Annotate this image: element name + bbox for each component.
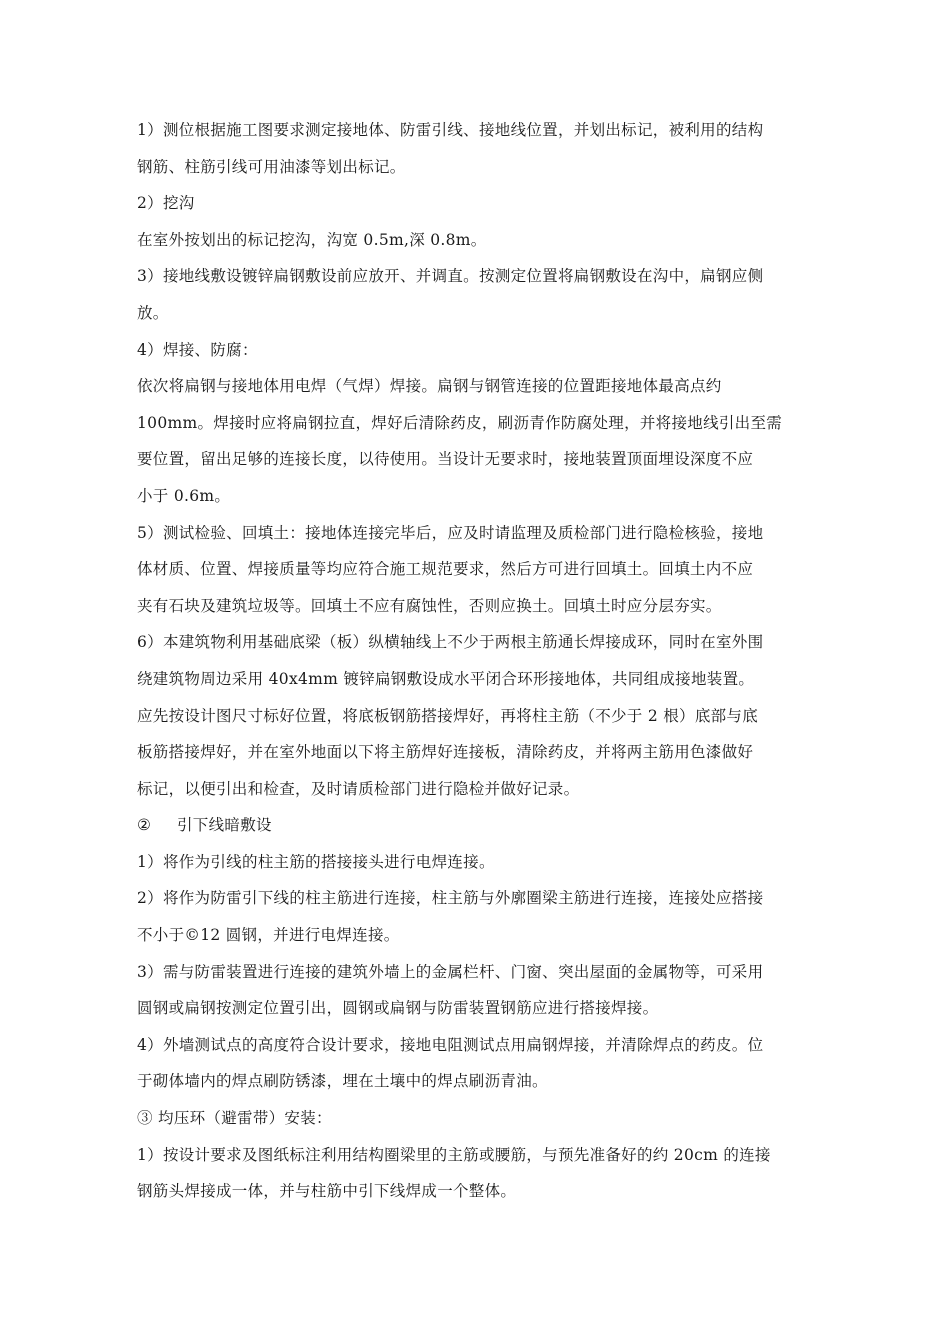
text-line: 应先按设计图尺寸标好位置，将底板钢筋搭接焊好，再将柱主筋（不少于 2 根）底部与底: [137, 706, 759, 725]
text-line: 1）将作为引线的柱主筋的搭接接头进行电焊连接。: [137, 852, 495, 871]
text-line: 5）测试检验、回填土：接地体连接完毕后，应及时请监理及质检部门进行隐检核验，接地: [137, 523, 764, 542]
text-line: 依次将扁钢与接地体用电焊（气焊）焊接。扁钢与钢管连接的位置距接地体最高点约: [137, 377, 722, 396]
text-line: 2）挖沟: [137, 194, 195, 213]
text-line: 3）接地线敷设镀锌扁钢敷设前应放开、并调直。按测定位置将扁钢敷设在沟中，扁钢应侧: [137, 267, 764, 286]
text-line: 6）本建筑物利用基础底梁（板）纵横轴线上不少于两根主筋通长焊接成环，同时在室外围: [137, 633, 764, 652]
document-body: [137, 112, 817, 1210]
text-line: 钢筋、柱筋引线可用油漆等划出标记。: [137, 157, 406, 176]
text-line: 1）按设计要求及图纸标注利用结构圈梁里的主筋或腰筋，与预先准备好的约 20cm 的连接: [137, 1145, 771, 1164]
text-line: 3）需与防雷装置进行连接的建筑外墙上的金属栏杆、门窗、突出屋面的金属物等，可采用: [137, 962, 764, 981]
text-line: 1）测位根据施工图要求测定接地体、防雷引线、接地线位置，并划出标记，被利用的结构: [137, 121, 764, 139]
section-title: 引下线暗敷设: [177, 816, 272, 835]
text-line: 要位置，留出足够的连接长度，以待使用。当设计无要求时，接地装置顶面埋设深度不应: [137, 450, 754, 469]
text-line: 4）外墙测试点的高度符合设计要求，接地电阻测试点用扁钢焊接，并清除焊点的药皮。位: [137, 1035, 764, 1054]
text-line: 2）将作为防雷引下线的柱主筋进行连接，柱主筋与外廓圈梁主筋进行连接，连接处应搭接: [137, 889, 764, 908]
text-line: 标记，以便引出和检查，及时请质检部门进行隐检并做好记录。: [137, 779, 580, 798]
text-line: 绕建筑物周边采用 40x4mm 镀锌扁钢敷设成水平闭合环形接地体，共同组成接地装置。: [137, 669, 755, 688]
section-marker: ②: [137, 816, 152, 835]
text-line: 体材质、位置、焊接质量等均应符合施工规范要求，然后方可进行回填土。回填土内不应: [137, 560, 754, 579]
text-line: 4）焊接、防腐：: [137, 340, 258, 359]
section-heading: ③ 均压环（避雷带）安装：: [137, 1109, 332, 1128]
text-line: 不小于©12 圆钢，并进行电焊连接。: [137, 926, 400, 945]
text-line: 于砌体墙内的焊点刷防锈漆，埋在土壤中的焊点刷沥青油。: [137, 1072, 548, 1091]
text-line: 在室外按划出的标记挖沟，沟宽 0.5m,深 0.8m。: [137, 230, 487, 249]
text-line: 板筋搭接焊好，并在室外地面以下将主筋焊好连接板，清除药皮，并将两主筋用色漆做好: [137, 743, 754, 762]
text-line: 放。: [137, 303, 169, 322]
text-line: 夹有石块及建筑垃圾等。回填土不应有腐蚀性，否则应换土。回填土时应分层夯实。: [137, 596, 722, 615]
section-heading: [137, 807, 817, 844]
text-line: 钢筋头焊接成一体，并与柱筋中引下线焊成一个整体。: [137, 1182, 517, 1201]
text-line: 圆钢或扁钢按测定位置引出，圆钢或扁钢与防雷装置钢筋应进行搭接焊接。: [137, 999, 659, 1018]
text-line: 小于 0.6m。: [137, 486, 231, 505]
text-line: 100mm。焊接时应将扁钢拉直，焊好后清除药皮，刷沥青作防腐处理，并将接地线引出至需: [137, 413, 783, 432]
